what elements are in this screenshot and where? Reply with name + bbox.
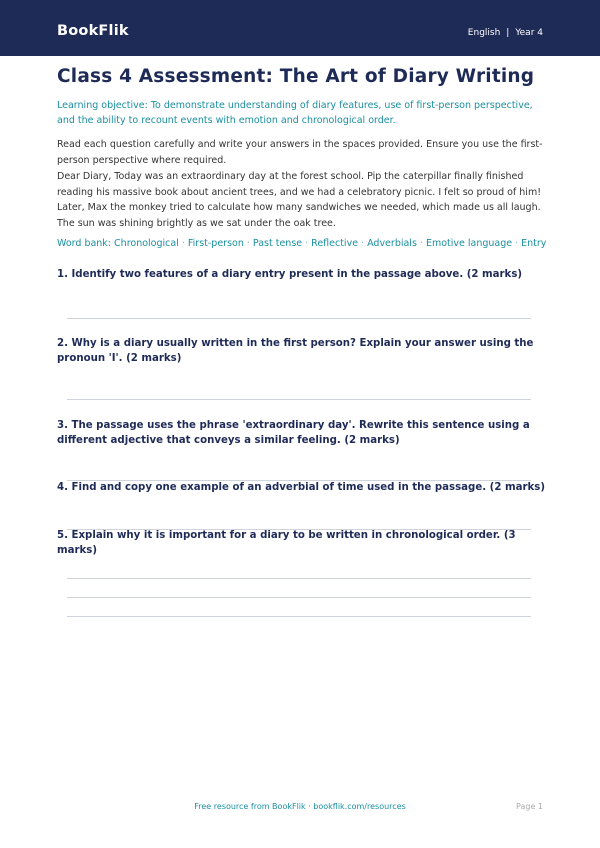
instructions-text: Read each question carefully and write your answers in the spaces provided. Ensure you use the first-person perspective where required. [57, 139, 543, 166]
answer-line[interactable] [67, 318, 531, 319]
word-bank-item: Adverbials [367, 238, 417, 249]
word-bank-item: Chronological [114, 238, 179, 249]
answer-line[interactable] [67, 578, 531, 579]
word-bank [57, 237, 547, 251]
footer-credit[interactable]: Free resource from BookFlik · bookflik.com/resources [194, 802, 406, 811]
word-bank-separator: · [419, 238, 423, 249]
question-4: 4. Find and copy one example of an adverbial of time used in the passage. (2 marks) [57, 482, 545, 493]
word-bank-item: Past tense [252, 238, 303, 249]
word-bank-separator: · [305, 238, 309, 249]
year-label: Year 4 [515, 28, 543, 38]
word-bank-item: First-person [187, 238, 244, 249]
answer-line[interactable] [67, 597, 531, 598]
page-title: Class 4 Assessment: The Art of Diary Writing [57, 66, 535, 87]
question-5: 5. Explain why it is important for a diary to be written in chronological order. (3 marks) [57, 530, 516, 556]
word-bank-separator: · [361, 238, 365, 249]
question-1: 1. Identify two features of a diary entry present in the passage above. (2 marks) [57, 269, 523, 280]
learning-objective: Learning objective: To demonstrate understanding of diary features, use of first-person perspective, and the ability to recount events with emotion and chronological order. [57, 100, 533, 126]
crumb-separator: | [506, 28, 510, 38]
question-3: 3. The passage uses the phrase 'extraordinary day'. Rewrite this sentence using a different adjective that conveys a similar feeling. (2 marks) [57, 420, 530, 446]
question-2: 2. Why is a diary usually written in the first person? Explain your answer using the pronoun 'I'. (2 marks) [57, 338, 534, 364]
brand-logo[interactable]: BookFlik [57, 23, 129, 39]
word-bank-separator: · [515, 238, 519, 249]
word-bank-label: Word bank: [57, 238, 112, 249]
page-number: Page 1 [516, 802, 543, 811]
word-bank-item: Entry [521, 238, 547, 249]
page-header [0, 0, 600, 56]
diary-passage: Dear Diary, Today was an extraordinary day at the forest school. Pip the caterpillar finally finished reading his massive book about ancient trees, and we had a celebratory picnic. I felt so proud of him! Later, Max the monkey tried to calculate how many sandwiches we needed, which made us all laugh. The sun was shining brightly as we sat under the oak tree. [57, 171, 542, 229]
word-bank-separator: · [246, 238, 250, 249]
answer-line[interactable] [67, 616, 531, 617]
word-bank-item: Reflective [311, 238, 359, 249]
subject-year-label [468, 28, 543, 38]
subject-label: English [467, 28, 501, 38]
word-bank-separator: · [181, 238, 185, 249]
answer-line[interactable] [67, 399, 531, 400]
word-bank-item: Emotive language [425, 238, 513, 249]
